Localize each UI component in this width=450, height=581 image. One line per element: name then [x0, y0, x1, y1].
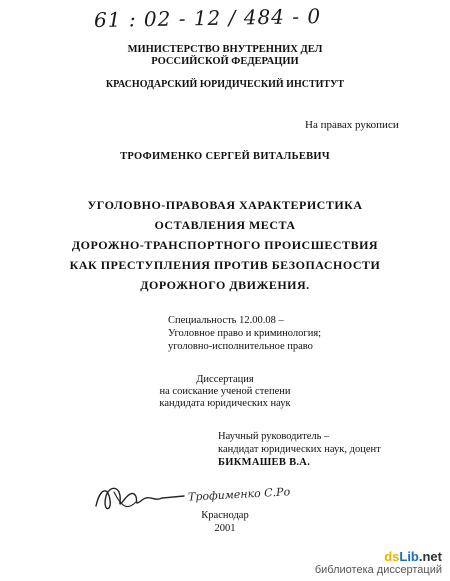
specialty-line-2: Уголовное право и криминология;	[168, 328, 322, 339]
title-line-2: ОСТАВЛЕНИЯ МЕСТА	[154, 218, 296, 232]
supervisor-name: БИКМАШЕВ В.А.	[218, 457, 311, 468]
title-line-5: ДОРОЖНОГО ДВИЖЕНИЯ.	[140, 278, 310, 292]
specialty-line-1: Специальность 12.00.08 –	[168, 315, 284, 326]
watermark-subtitle: библиотека диссертаций	[314, 564, 442, 576]
watermark[interactable]	[315, 550, 442, 577]
ministry-line-2: РОССИЙСКОЙ ФЕДЕРАЦИИ	[151, 56, 299, 67]
institute-name: КРАСНОДАРСКИЙ ЮРИДИЧЕСКИЙ ИНСТИТУТ	[105, 79, 345, 90]
rights-note: На правах рукописи	[305, 119, 399, 131]
title-line-1: УГОЛОВНО-ПРАВОВАЯ ХАРАКТЕРИСТИКА	[87, 198, 363, 212]
dissertation-line-3: кандидата юридических наук	[159, 398, 291, 409]
ministry-line-1: МИНИСТЕРСТВО ВНУТРЕННИХ ДЕЛ	[127, 44, 323, 55]
dissertation-line-2: на соискание ученой степени	[159, 386, 291, 397]
specialty-line-3: уголовно-исполнительное право	[168, 341, 313, 352]
watermark-logo	[315, 550, 442, 564]
author-name: ТРОФИМЕНКО СЕРГЕЙ ВИТАЛЬЕВИЧ	[120, 151, 330, 162]
supervisor-line-1: Научный руководитель –	[218, 431, 330, 442]
supervisor-line-2: кандидат юридических наук, доцент	[218, 444, 381, 455]
handwritten-archive-number: 61 : 02 - 12 / 484 - 0	[93, 4, 322, 32]
title-line-3: ДОРОЖНО-ТРАНСПОРТНОГО ПРОИСШЕСТВИЯ	[71, 238, 379, 252]
dissertation-line-1: Диссертация	[196, 374, 254, 385]
watermark-logo-lib: Lib	[399, 549, 419, 564]
signature-text: Трофименко С.Ро	[187, 485, 291, 504]
watermark-logo-ds: ds	[384, 549, 400, 564]
year: 2001	[214, 523, 236, 534]
city: Краснодар	[201, 510, 249, 521]
watermark-logo-net: .net	[418, 549, 442, 564]
title-line-4: КАК ПРЕСТУПЛЕНИЯ ПРОТИВ БЕЗОПАСНОСТИ	[69, 258, 381, 272]
